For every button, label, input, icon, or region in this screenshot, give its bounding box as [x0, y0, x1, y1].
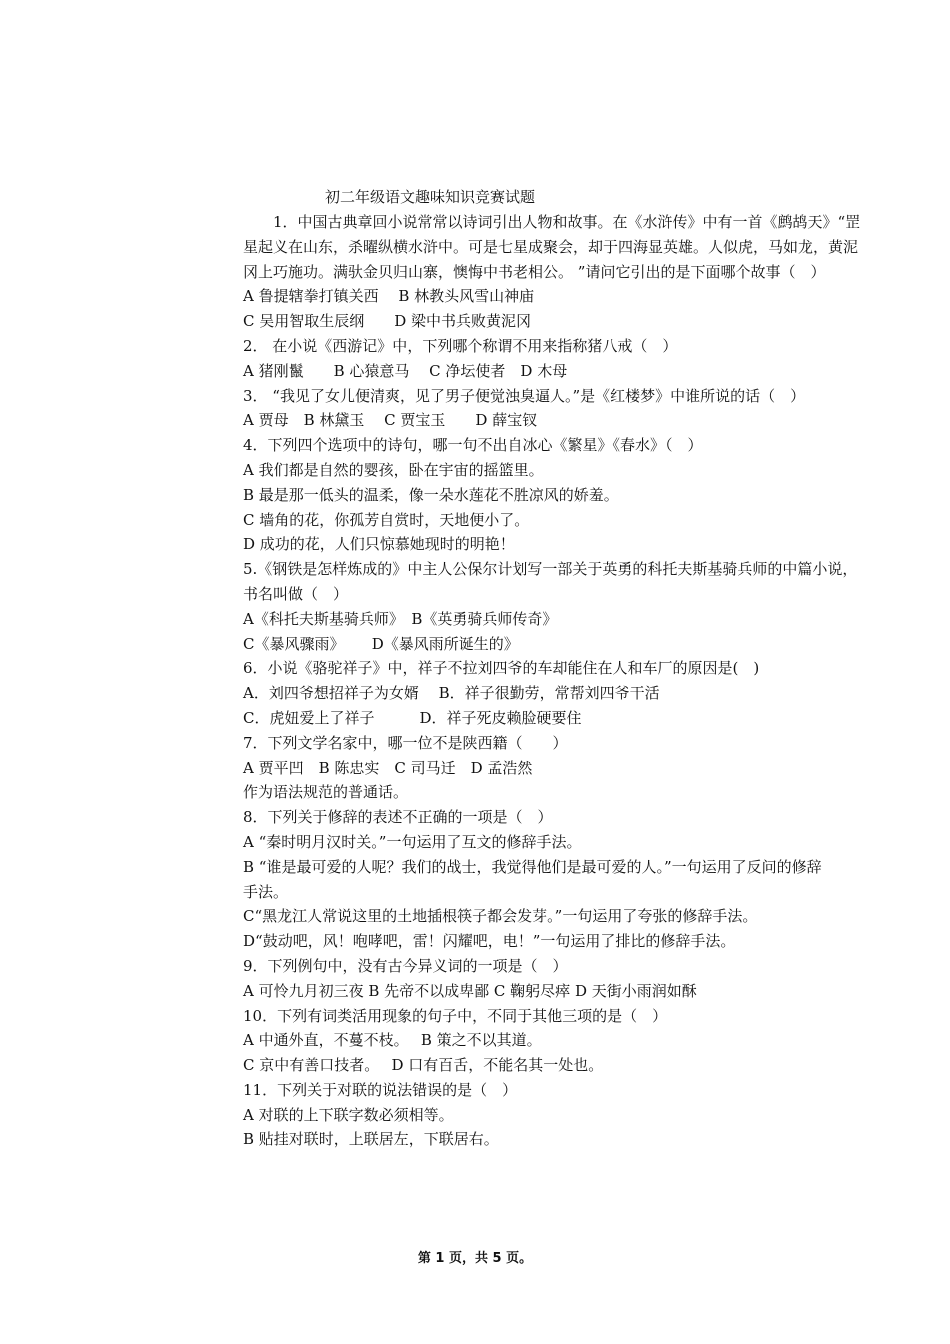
text-line: D 成功的花，人们只惊慕她现时的明艳！	[243, 535, 515, 554]
text-line: 7．下列文学名家中，哪一位不是陕西籍（ ）	[243, 733, 568, 752]
text-line: 1．中国古典章回小说常常以诗词引出人物和故事。在《水浒传》中有一首《鹧鸪天》“罡	[243, 213, 861, 231]
text-line: 3． “我见了女儿便清爽，见了男子便觉浊臭逼人。”是《红楼梦》中谁所说的话（ ）	[243, 386, 806, 405]
text-line: 11．下列关于对联的说法错误的是（ ）	[243, 1080, 518, 1099]
text-line: 4．下列四个选项中的诗句，哪一句不出自冰心《繁星》《春水》（ ）	[243, 436, 703, 455]
text-line: A 鲁提辖拳打镇关西 B 林教头风雪山神庙	[243, 287, 535, 306]
text-line: 星起义在山东，杀曜纵横水浒中。可是七星成聚会，却于四海显英雄。人似虎，马如龙，黄泥	[243, 237, 859, 256]
text-line: A 贾母 B 林黛玉 C 贾宝玉 D 薛宝钗	[243, 411, 538, 430]
text-line: A 可怜九月初三夜 B 先帝不以成卑鄙 C 鞠躬尽瘁 D 天街小雨润如酥	[243, 981, 697, 1000]
text-line: A “秦时明月汉时关。”一句运用了互文的修辞手法。	[243, 832, 582, 851]
text-line: C 墙角的花，你孤芳自赏时，天地便小了。	[243, 510, 530, 529]
text-line: B 最是那一低头的温柔，像一朵水莲花不胜凉风的娇羞。	[243, 485, 619, 504]
text-line: C 吴用智取生辰纲 D 梁中书兵败黄泥冈	[243, 312, 532, 331]
text-line: A 中通外直，不蔓不枝。 B 策之不以其道。	[243, 1031, 542, 1050]
text-line: C．虎妞爱上了祥子 D．祥子死皮赖脸硬要住	[243, 708, 582, 727]
text-line: 8．下列关于修辞的表述不正确的一项是（ ）	[243, 808, 553, 827]
document-body	[243, 210, 923, 1152]
document-title: 初二年级语文趣味知识竞赛试题	[325, 188, 536, 206]
text-line: 手法。	[243, 882, 289, 901]
text-line: C 京中有善口技者。 D 口有百舌，不能名其一处也。	[243, 1056, 604, 1075]
text-line: C“黑龙江人常说这里的土地插根筷子都会发芽。”一句运用了夸张的修辞手法。	[243, 907, 758, 926]
text-line: B 贴挂对联时，上联居左，下联居右。	[243, 1130, 499, 1149]
text-line: A 贾平凹 B 陈忠实 C 司马迁 D 孟浩然	[243, 758, 533, 777]
text-line: A 猪刚鬣 B 心猿意马 C 净坛使者 D 木母	[243, 361, 568, 380]
text-line: 2． 在小说《西游记》中，下列哪个称谓不用来指称猪八戒（ ）	[243, 336, 678, 355]
text-line: A《科托夫斯基骑兵师》 B《英勇骑兵师传奇》	[243, 609, 558, 628]
text-line: 9．下列例句中，没有古今异义词的一项是（ ）	[243, 956, 568, 975]
text-line: A 我们都是自然的婴孩，卧在宇宙的摇篮里。	[243, 460, 544, 479]
text-line: 5.《钢铁是怎样炼成的》中主人公保尔计划写一部关于英勇的科托夫斯基骑兵师的中篇小说，	[243, 560, 858, 579]
text-line: A 对联的上下联字数必须相等。	[243, 1105, 454, 1124]
text-line: 作为语法规范的普通话。	[243, 783, 409, 802]
text-line: B “谁是最可爱的人呢？我们的战士，我觉得他们是最可爱的人。”一句运用了反问的修辞	[243, 857, 822, 876]
text-line: 冈上巧施功。满驮金贝归山寨，懊悔中书老相公。 ”请问它引出的是下面哪个故事（ ）	[243, 262, 826, 281]
text-line: 6．小说《骆驼祥子》中，祥子不拉刘四爷的车却能住在人和车厂的原因是( )	[243, 659, 760, 678]
text-line: 书名叫做（ ）	[243, 584, 349, 603]
text-line: 10．下列有词类活用现象的句子中，不同于其他三项的是（ ）	[243, 1006, 668, 1025]
text-line: D“鼓动吧，风！咆哮吧，雷！闪耀吧，电！”一句运用了排比的修辞手法。	[243, 932, 736, 951]
page-footer: 第 1 页，共 5 页。	[417, 1251, 533, 1266]
text-line: A．刘四爷想招祥子为女婿 B．祥子很勤劳，常帮刘四爷干活	[243, 684, 660, 703]
text-line: C《暴风骤雨》 D《暴风雨所诞生的》	[243, 634, 519, 653]
